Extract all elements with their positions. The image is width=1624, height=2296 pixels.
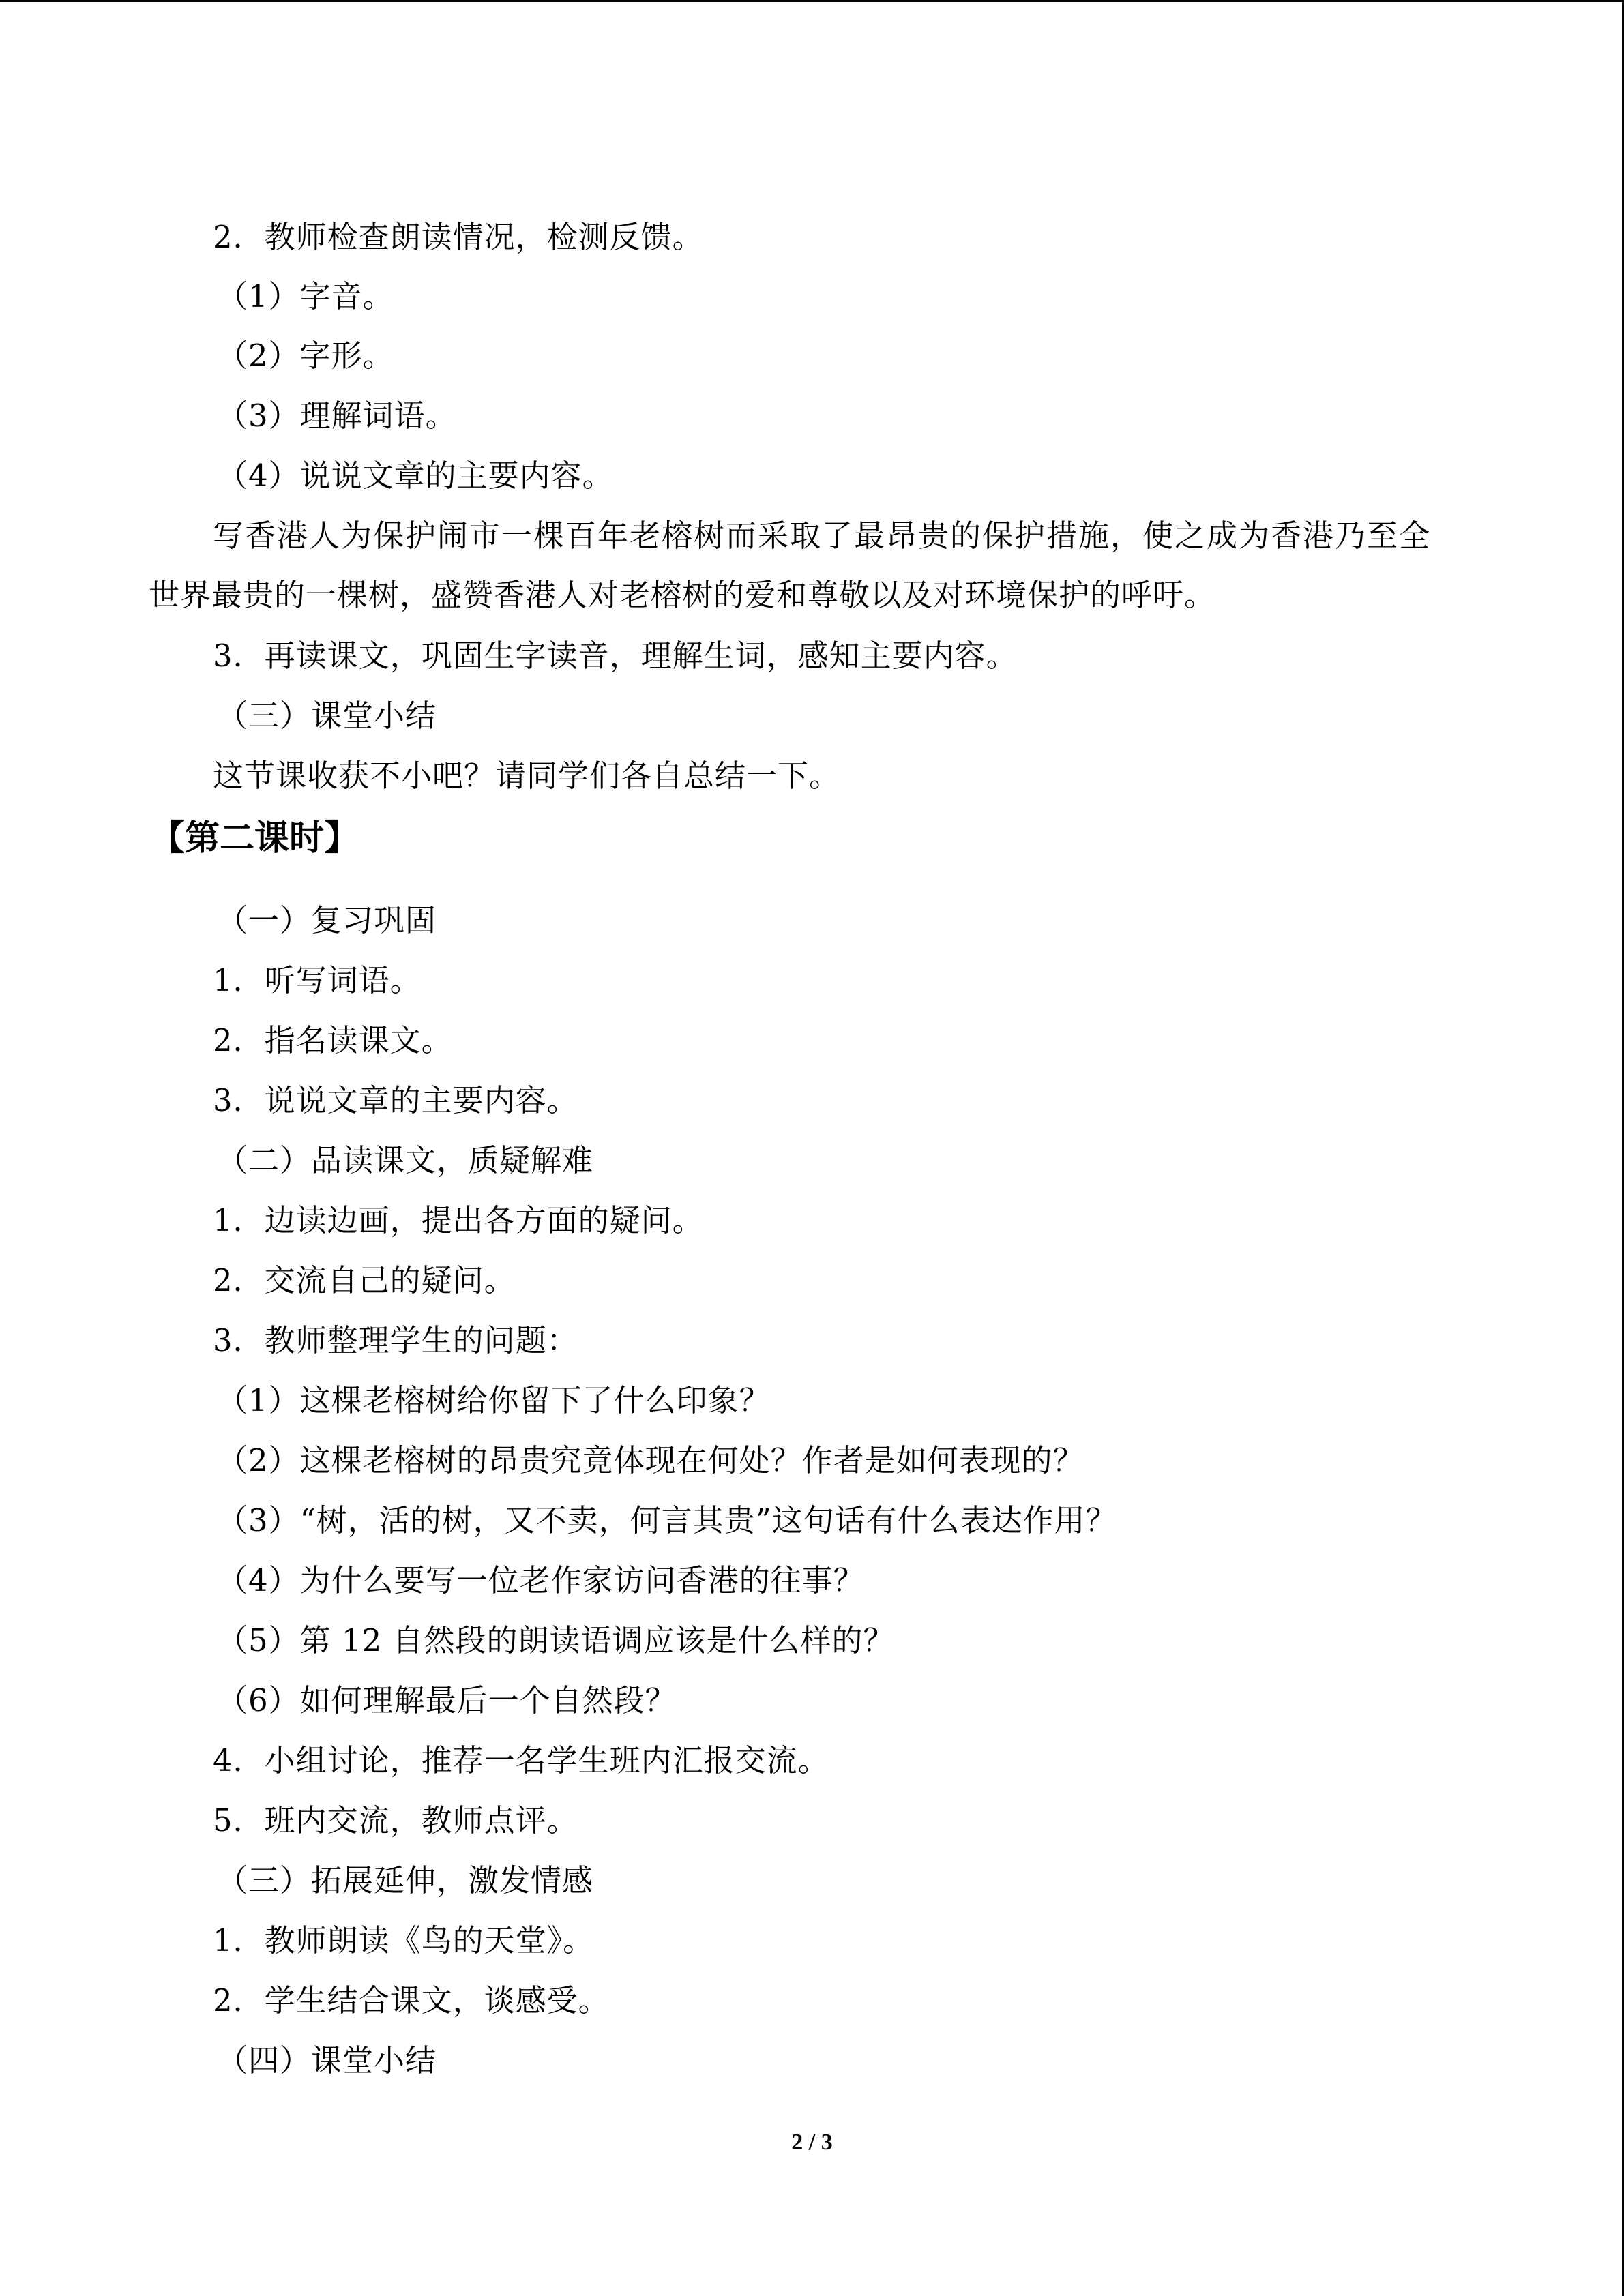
text-line: 2．学生结合课文，谈感受。 xyxy=(213,1982,610,2018)
question-item: （1）这棵老榕树给你留下了什么印象？ xyxy=(217,1382,771,1418)
page-number: 2 / 3 xyxy=(791,2130,833,2155)
section-heading: 【第二课时】 xyxy=(150,818,359,859)
section-subheading: （一）复习巩固 xyxy=(217,902,437,938)
question-item: （6）如何理解最后一个自然段？ xyxy=(217,1682,677,1718)
text-line: 2．交流自己的疑问。 xyxy=(213,1262,516,1298)
text-line: 3．说说文章的主要内容。 xyxy=(213,1082,578,1118)
text-line: （1）字音。 xyxy=(217,278,394,314)
text-line: 2．教师检查朗读情况，检测反馈。 xyxy=(213,219,704,255)
question-item: （4）为什么要写一位老作家访问香港的往事？ xyxy=(217,1562,865,1598)
text-line: 3．再读课文，巩固生字读音，理解生词，感知主要内容。 xyxy=(213,638,1018,674)
question-item: （2）这棵老榕树的昂贵究竟体现在何处？作者是如何表现的？ xyxy=(217,1442,1084,1478)
text-line: （2）字形。 xyxy=(217,338,394,374)
text-line: 1．边读边画，提出各方面的疑问。 xyxy=(213,1202,704,1238)
section-subheading: （三）拓展延伸，激发情感 xyxy=(217,1862,594,1898)
text-line: 3．教师整理学生的问题： xyxy=(213,1322,578,1358)
text-line: （4）说说文章的主要内容。 xyxy=(217,458,614,494)
section-subheading: （四）课堂小结 xyxy=(217,2042,437,2078)
text-line: 1．教师朗读《鸟的天堂》。 xyxy=(213,1922,595,1958)
section-subheading: （三）课堂小结 xyxy=(217,698,437,734)
text-line: 2．指名读课文。 xyxy=(213,1022,453,1058)
paragraph-line: 世界最贵的一棵树，盛赞香港人对老榕树的爱和尊敬以及对环境保护的呼吁。 xyxy=(149,577,1216,613)
text-line: （3）理解词语。 xyxy=(217,398,457,434)
text-line: 5．班内交流，教师点评。 xyxy=(213,1802,578,1838)
text-line: 1．听写词语。 xyxy=(213,962,422,998)
question-item: （3）“树，活的树，又不卖，何言其贵”这句话有什么表达作用？ xyxy=(217,1502,1117,1538)
section-subheading: （二）品读课文，质疑解难 xyxy=(217,1142,594,1178)
page-border-top xyxy=(0,0,1624,2)
paragraph-line: 写香港人为保护闹市一棵百年老榕树而采取了最昂贵的保护措施，使之成为香港乃至全 xyxy=(213,518,1432,554)
text-line: 4．小组讨论，推荐一名学生班内汇报交流。 xyxy=(213,1742,829,1778)
question-item: （5）第 12 自然段的朗读语调应该是什么样的？ xyxy=(217,1622,895,1658)
text-line: 这节课收获不小吧？请同学们各自总结一下。 xyxy=(213,758,841,794)
